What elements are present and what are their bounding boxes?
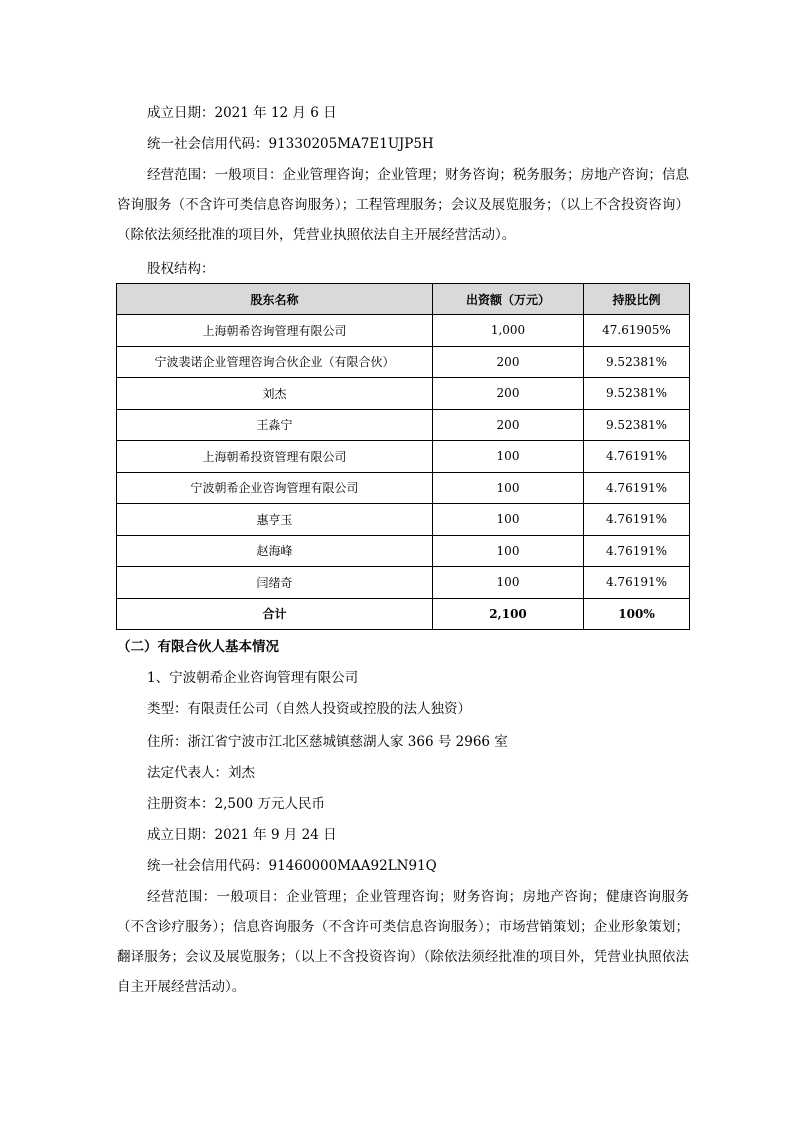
table-row	[117, 535, 690, 567]
shareholder-name: 赵海峰	[117, 535, 433, 567]
shareholder-name: 惠亨玉	[117, 504, 433, 536]
header-capital-contribution: 出资额（万元）	[433, 284, 584, 315]
equity-structure-label: 股权结构：	[147, 261, 215, 277]
capital-contribution: 200	[433, 346, 584, 378]
shareholder-name: 宁波裴诺企业管理咨询合伙企业（有限合伙）	[117, 346, 433, 378]
partner-legal-representative: 法定代表人：刘杰	[147, 765, 255, 781]
shareholding-ratio: 9.52381%	[584, 346, 690, 378]
total-label: 合计	[117, 598, 433, 630]
table-row	[117, 504, 690, 536]
table-row	[117, 441, 690, 473]
table-total-row	[117, 598, 690, 630]
shareholding-ratio: 4.76191%	[584, 441, 690, 473]
total-ratio: 100%	[584, 598, 690, 630]
shareholding-ratio: 47.61905%	[584, 315, 690, 347]
company1-credit-code: 统一社会信用代码：91330205MA7E1UJP5H	[147, 136, 434, 152]
table-row	[117, 472, 690, 504]
table-row	[117, 409, 690, 441]
table-row	[117, 346, 690, 378]
header-shareholder-name: 股东名称	[117, 284, 433, 315]
capital-contribution: 200	[433, 409, 584, 441]
section-heading: （二）有限合伙人基本情况	[117, 639, 279, 655]
shareholder-name: 王淼宁	[117, 409, 433, 441]
company1-established: 成立日期：2021 年 12 月 6 日	[147, 105, 337, 121]
shareholder-name: 闫绪奇	[117, 567, 433, 599]
capital-contribution: 200	[433, 378, 584, 410]
shareholder-name: 上海朝希咨询管理有限公司	[117, 315, 433, 347]
partner-item-title: 1、宁波朝希企业咨询管理有限公司	[147, 670, 359, 686]
capital-contribution: 100	[433, 535, 584, 567]
equity-table	[116, 283, 690, 630]
shareholding-ratio: 4.76191%	[584, 504, 690, 536]
total-capital: 2,100	[433, 598, 584, 630]
shareholding-ratio: 4.76191%	[584, 535, 690, 567]
capital-contribution: 1,000	[433, 315, 584, 347]
company1-business-scope: 经营范围：一般项目：企业管理咨询；企业管理；财务咨询；税务服务；房地产咨询；信息咨询服务（不含许可类信息咨询服务）；工程管理服务；会议及展览服务；（以上不含投资咨询）（除依法须经批准的项目外，凭营业执照依法自主开展经营活动）。	[117, 167, 689, 243]
shareholder-name: 刘杰	[117, 378, 433, 410]
shareholding-ratio: 9.52381%	[584, 409, 690, 441]
partner-registered-capital: 注册资本：2,500 万元人民币	[147, 796, 325, 812]
table-row	[117, 315, 690, 347]
partner-business-scope: 经营范围：一般项目：企业管理；企业管理咨询；财务咨询；房地产咨询；健康咨询服务（不含诊疗服务）；信息咨询服务（不含许可类信息咨询服务）；市场营销策划；企业形象策划；翻译服务；会议及展览服务；（以上不含投资咨询）（除依法须经批准的项目外，凭营业执照依法自主开展经营活动）。	[117, 889, 689, 995]
partner-established: 成立日期：2021 年 9 月 24 日	[147, 827, 337, 843]
table-row	[117, 567, 690, 599]
capital-contribution: 100	[433, 504, 584, 536]
shareholding-ratio: 4.76191%	[584, 472, 690, 504]
shareholding-ratio: 4.76191%	[584, 567, 690, 599]
shareholder-name: 上海朝希投资管理有限公司	[117, 441, 433, 473]
shareholder-name: 宁波朝希企业咨询管理有限公司	[117, 472, 433, 504]
partner-type: 类型：有限责任公司（自然人投资或控股的法人独资）	[147, 701, 471, 717]
table-row	[117, 378, 690, 410]
shareholding-ratio: 9.52381%	[584, 378, 690, 410]
partner-address: 住所：浙江省宁波市江北区慈城镇慈湖人家 366 号 2966 室	[147, 734, 508, 750]
table-header-row	[117, 284, 690, 315]
partner-credit-code: 统一社会信用代码：91460000MAA92LN91Q	[147, 858, 437, 874]
header-shareholding-ratio: 持股比例	[584, 284, 690, 315]
capital-contribution: 100	[433, 567, 584, 599]
capital-contribution: 100	[433, 441, 584, 473]
capital-contribution: 100	[433, 472, 584, 504]
